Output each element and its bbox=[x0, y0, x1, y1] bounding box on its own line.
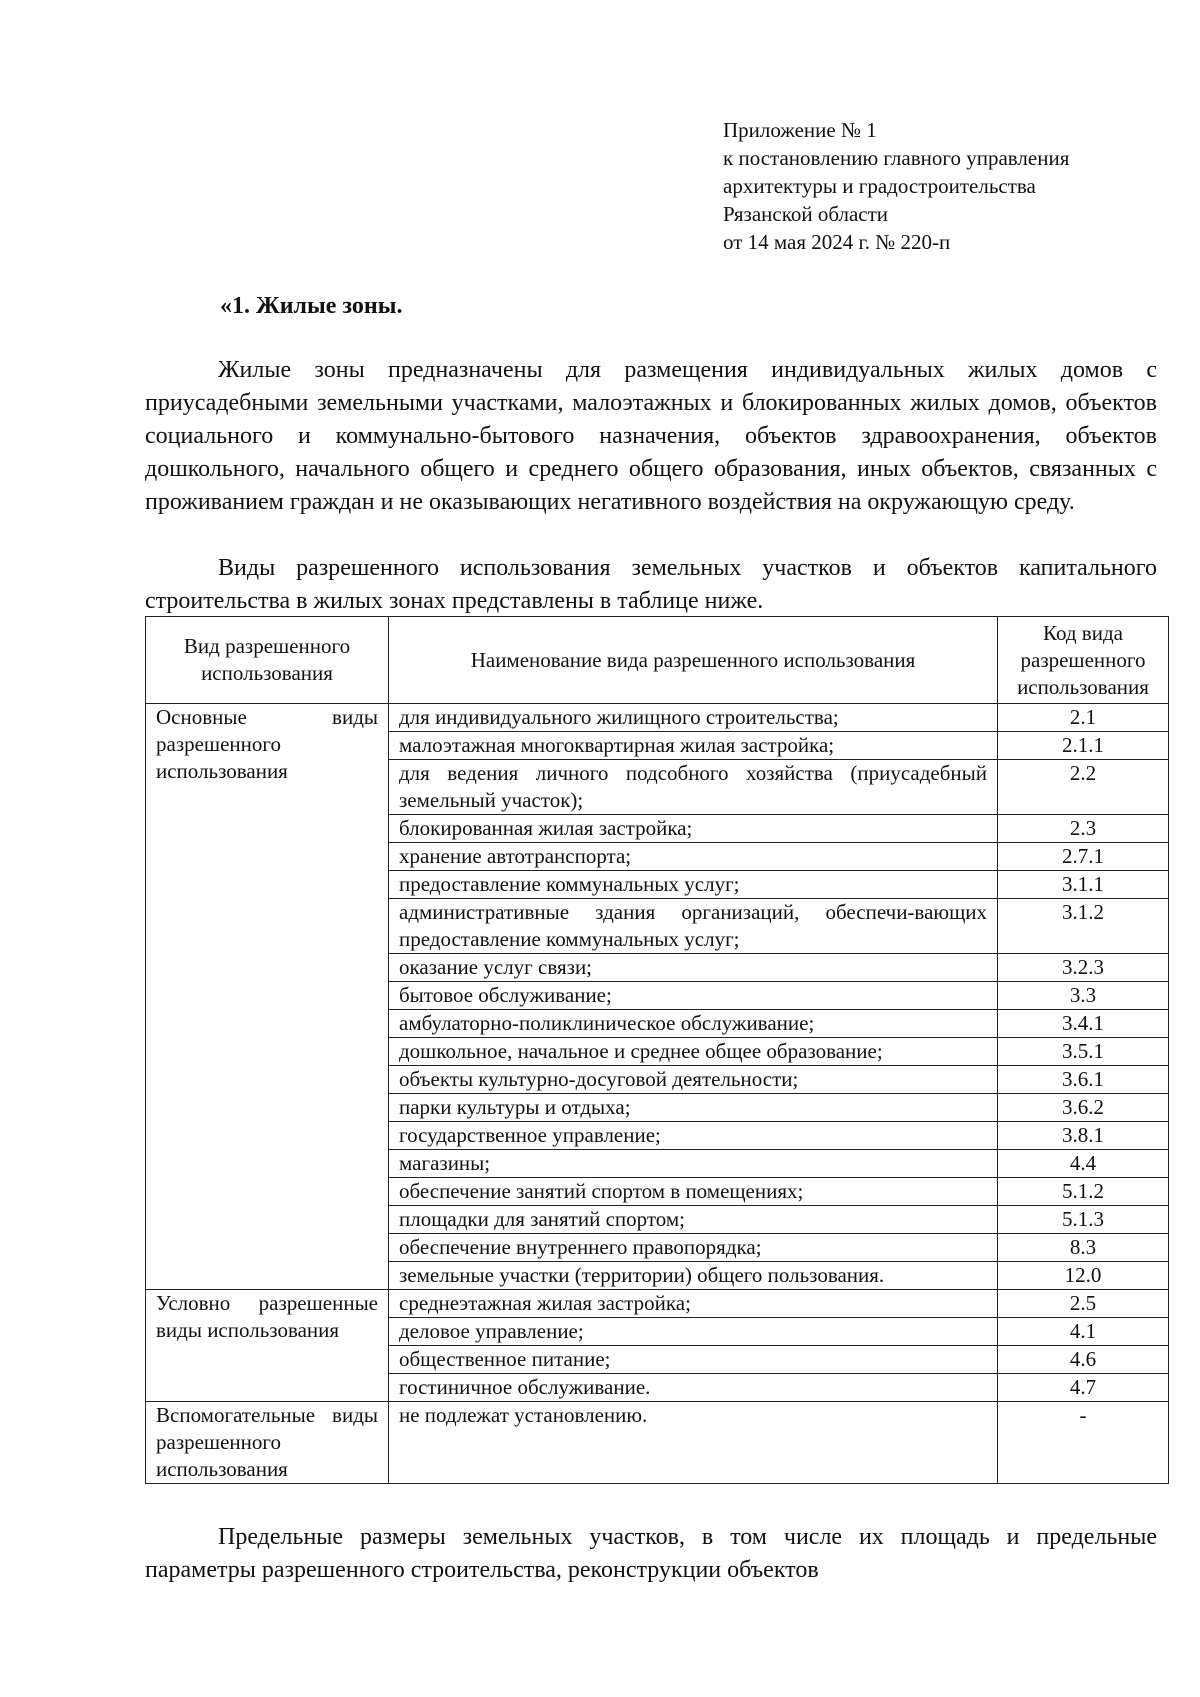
row-code-cell: 2.1 bbox=[998, 704, 1169, 732]
table-row bbox=[146, 704, 1169, 732]
row-code-cell: 4.6 bbox=[998, 1346, 1169, 1374]
header-name: Наименование вида разрешенного использования bbox=[389, 617, 998, 704]
row-name-cell: магазины; bbox=[389, 1150, 998, 1178]
row-code-cell: 2.5 bbox=[998, 1290, 1169, 1318]
row-code-cell: 4.4 bbox=[998, 1150, 1169, 1178]
row-name-cell: не подлежат установлению. bbox=[389, 1402, 998, 1484]
row-code-cell: 4.7 bbox=[998, 1374, 1169, 1402]
row-code-cell: 3.5.1 bbox=[998, 1038, 1169, 1066]
table-header-row bbox=[146, 617, 1169, 704]
row-name-cell: оказание услуг связи; bbox=[389, 954, 998, 982]
row-name-cell: объекты культурно-досуговой деятельности; bbox=[389, 1066, 998, 1094]
row-name-cell: обеспечение внутреннего правопорядка; bbox=[389, 1234, 998, 1262]
row-name-cell: среднеэтажная жилая застройка; bbox=[389, 1290, 998, 1318]
appendix-line: Рязанской области bbox=[723, 202, 889, 226]
appendix-line: Приложение № 1 bbox=[723, 118, 877, 142]
intro-paragraph: Жилые зоны предназначены для размещения индивидуальных жилых домов с приусадебными земельными участками, малоэтажных и блокированных жилых домов, объектов социального и коммунально-бытового назначения, объектов здравоохранения, объектов дошкольного, начального общего и среднего общего образования, иных объектов, связанных с проживанием граждан и не оказывающих негативного воздействия на окружающую среду. bbox=[145, 357, 1157, 515]
header-code: Код вида разрешенного использования bbox=[998, 617, 1169, 704]
row-code-cell: - bbox=[998, 1402, 1169, 1484]
row-code-cell: 12.0 bbox=[998, 1262, 1169, 1290]
row-code-cell: 3.1.1 bbox=[998, 871, 1169, 899]
appendix-line: архитектуры и градостроительства bbox=[723, 174, 1036, 198]
row-name-cell: малоэтажная многоквартирная жилая застройка; bbox=[389, 732, 998, 760]
row-code-cell: 3.4.1 bbox=[998, 1010, 1169, 1038]
row-code-cell: 3.3 bbox=[998, 982, 1169, 1010]
row-name-cell: государственное управление; bbox=[389, 1122, 998, 1150]
row-code-cell: 2.1.1 bbox=[998, 732, 1169, 760]
row-name-cell: деловое управление; bbox=[389, 1318, 998, 1346]
row-code-cell: 2.2 bbox=[998, 760, 1169, 815]
row-name-cell: для индивидуального жилищного строительства; bbox=[389, 704, 998, 732]
row-code-cell: 5.1.3 bbox=[998, 1206, 1169, 1234]
zones-table-body bbox=[146, 704, 1169, 1484]
row-name-cell: хранение автотранспорта; bbox=[389, 843, 998, 871]
row-code-cell: 3.6.2 bbox=[998, 1094, 1169, 1122]
row-code-cell: 4.1 bbox=[998, 1318, 1169, 1346]
table-intro-paragraph: Виды разрешенного использования земельных участков и объектов капитального строительства в жилых зонах представлены в таблице ниже. bbox=[145, 555, 1157, 614]
row-kind-cell: Условно разрешенные виды использования bbox=[146, 1290, 389, 1402]
row-code-cell: 3.2.3 bbox=[998, 954, 1169, 982]
row-name-cell: предоставление коммунальных услуг; bbox=[389, 871, 998, 899]
row-name-cell: блокированная жилая застройка; bbox=[389, 815, 998, 843]
row-kind-cell: Вспомогательные виды разрешенного использования bbox=[146, 1402, 389, 1484]
table-row bbox=[146, 1290, 1169, 1318]
row-code-cell: 2.3 bbox=[998, 815, 1169, 843]
row-name-cell: гостиничное обслуживание. bbox=[389, 1374, 998, 1402]
appendix-line: от 14 мая 2024 г. № 220-п bbox=[723, 230, 951, 254]
section-heading: «1. Жилые зоны. bbox=[220, 293, 403, 319]
row-code-cell: 3.8.1 bbox=[998, 1122, 1169, 1150]
row-name-cell: площадки для занятий спортом; bbox=[389, 1206, 998, 1234]
row-code-cell: 2.7.1 bbox=[998, 843, 1169, 871]
appendix-header bbox=[723, 116, 1163, 256]
row-name-cell: амбулаторно-поликлиническое обслуживание; bbox=[389, 1010, 998, 1038]
row-code-cell: 8.3 bbox=[998, 1234, 1169, 1262]
row-name-cell: дошкольное, начальное и среднее общее образование; bbox=[389, 1038, 998, 1066]
zones-table bbox=[145, 616, 1169, 1484]
row-code-cell: 3.6.1 bbox=[998, 1066, 1169, 1094]
row-code-cell: 5.1.2 bbox=[998, 1178, 1169, 1206]
row-name-cell: парки культуры и отдыха; bbox=[389, 1094, 998, 1122]
after-table-paragraph: Предельные размеры земельных участков, в том числе их площадь и предельные параметры разрешенного строительства, реконструкции объектов bbox=[145, 1524, 1157, 1583]
row-name-cell: административные здания организаций, обеспечи-вающих предоставление коммунальных услуг; bbox=[389, 899, 998, 954]
row-name-cell: бытовое обслуживание; bbox=[389, 982, 998, 1010]
appendix-line: к постановлению главного управления bbox=[723, 146, 1070, 170]
row-name-cell: общественное питание; bbox=[389, 1346, 998, 1374]
row-code-cell: 3.1.2 bbox=[998, 899, 1169, 954]
row-name-cell: земельные участки (территории) общего пользования. bbox=[389, 1262, 998, 1290]
row-name-cell: обеспечение занятий спортом в помещениях; bbox=[389, 1178, 998, 1206]
row-name-cell: для ведения личного подсобного хозяйства (приусадебный земельный участок); bbox=[389, 760, 998, 815]
header-kind: Вид разрешенного использования bbox=[146, 617, 389, 704]
table-row bbox=[146, 1402, 1169, 1484]
row-kind-cell: Основные виды разрешенного использования bbox=[146, 704, 389, 1290]
